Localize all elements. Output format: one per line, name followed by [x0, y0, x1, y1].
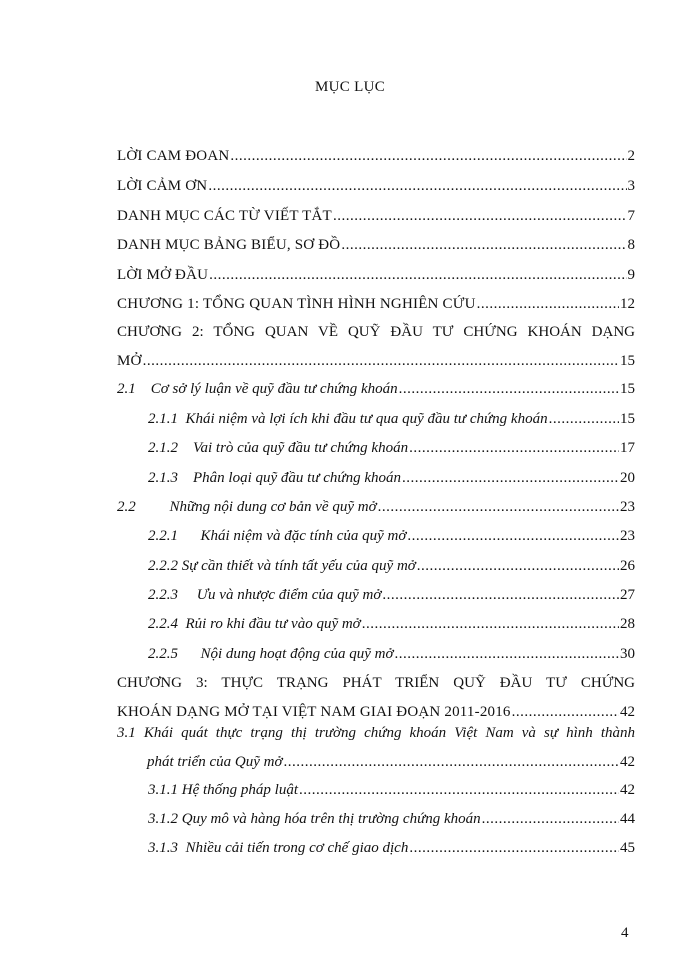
toc-entry-label: 2.1.3 Phân loại quỹ đầu tư chứng khoán	[148, 470, 402, 486]
toc-entry-label: CHƯƠNG 3: THỰC TRẠNG PHÁT TRIỂN QUỸ ĐẦU TƯ CHỨNG	[117, 675, 635, 691]
toc-entry[interactable]	[148, 526, 635, 546]
toc-entry[interactable]	[148, 644, 635, 664]
toc-entry[interactable]	[117, 379, 635, 399]
toc-entry[interactable]	[148, 409, 635, 429]
toc-entry-page: 12	[620, 296, 635, 312]
toc-entry[interactable]	[148, 438, 635, 458]
toc-entry-page: 15	[620, 381, 635, 397]
toc-entry-page: 27	[620, 587, 635, 603]
page-title: MỤC LỤC	[314, 79, 386, 95]
toc-entry[interactable]	[117, 723, 635, 772]
toc-entry[interactable]	[117, 206, 635, 226]
toc-entry[interactable]	[148, 780, 635, 800]
toc-entry[interactable]	[148, 468, 635, 488]
toc-entry[interactable]	[117, 673, 635, 722]
toc-entry-page: 15	[620, 353, 635, 369]
toc-entry-page: 45	[620, 840, 635, 856]
toc-entry-label: 2.2.3 Ưu và nhược điểm của quỹ mở	[148, 587, 382, 603]
toc-entry-page: 17	[620, 440, 635, 456]
toc-entry-page: 9	[627, 267, 635, 283]
toc-entry[interactable]	[117, 235, 635, 255]
toc-entry-page: 42	[620, 782, 635, 798]
toc-entry-label: 2.2.4 Rủi ro khi đầu tư vào quỹ mở	[148, 616, 361, 632]
toc-entry-label: LỜI MỞ ĐẦU	[117, 267, 209, 283]
toc-entry-page: 20	[620, 470, 635, 486]
toc-entry-page: 28	[620, 616, 635, 632]
toc-entry-page: 44	[620, 811, 635, 827]
page-number: 4	[621, 925, 629, 941]
toc-entry[interactable]	[117, 497, 635, 517]
toc-entry-label: CHƯƠNG 2: TỔNG QUAN VỀ QUỸ ĐẦU TƯ CHỨNG KHOÁN DẠNG	[117, 324, 635, 340]
toc-entry-label: 2.2.5 Nội dung hoạt động của quỹ mở	[148, 646, 394, 662]
toc-entry-label: 3.1.3 Nhiều cải tiến trong cơ chế giao dịch	[148, 840, 409, 856]
toc-entry-page: 3	[627, 178, 635, 194]
toc-entry[interactable]	[117, 265, 635, 285]
toc-entry[interactable]	[148, 585, 635, 605]
toc-entry-label: LỜI CẢM ƠN	[117, 178, 208, 194]
toc-entry-page: 23	[620, 528, 635, 544]
toc-entry[interactable]	[117, 146, 635, 166]
toc-entry-label: MỞ	[117, 353, 142, 369]
toc-entry-label: DANH MỤC CÁC TỪ VIẾT TẮT	[117, 208, 332, 224]
toc-entry[interactable]	[148, 556, 635, 576]
toc-entry-page: 7	[627, 208, 635, 224]
toc-entry-label: 3.1.1 Hệ thống pháp luật	[148, 782, 298, 798]
toc-entry-page: 42	[620, 754, 635, 770]
toc-entry-page: 2	[627, 148, 635, 164]
toc-entry-label: 2.1 Cơ sở lý luận về quỹ đầu tư chứng khoán	[117, 381, 398, 397]
toc-entry[interactable]	[148, 838, 635, 858]
toc-entry-page: 42	[620, 704, 635, 720]
toc-entry-label: 2.1.2 Vai trò của quỹ đầu tư chứng khoán	[148, 440, 409, 456]
toc-entry-label: KHOÁN DẠNG MỞ TẠI VIỆT NAM GIAI ĐOẠN 2011-2016	[117, 704, 511, 720]
toc-entry-page: 8	[627, 237, 635, 253]
toc-entry[interactable]	[117, 294, 635, 314]
toc-entry-page: 23	[620, 499, 635, 515]
toc-entry-label: 3.1.2 Quy mô và hàng hóa trên thị trường chứng khoán	[148, 811, 481, 827]
toc-entry-label: 2.2.1 Khái niệm và đặc tính của quỹ mở	[148, 528, 407, 544]
toc-entry-label: DANH MỤC BẢNG BIỂU, SƠ ĐỒ	[117, 237, 341, 253]
toc-entry[interactable]	[148, 614, 635, 634]
toc-entry-label: 3.1 Khái quát thực trạng thị trường chứng khoán Việt Nam và sự hình thành	[117, 725, 635, 741]
toc-entry-label: CHƯƠNG 1: TỔNG QUAN TÌNH HÌNH NGHIÊN CỨU	[117, 296, 476, 312]
toc-entry-label: 2.1.1 Khái niệm và lợi ích khi đầu tư qua quỹ đầu tư chứng khoán	[148, 411, 548, 427]
toc-entry[interactable]	[117, 176, 635, 196]
toc-entry[interactable]	[148, 809, 635, 829]
toc-entry-label: LỜI CAM ĐOAN	[117, 148, 230, 164]
toc-entry-page: 26	[620, 558, 635, 574]
toc-entry-page: 15	[620, 411, 635, 427]
toc-entry-label: phát triển của Quỹ mở	[147, 754, 283, 770]
toc-entry-label: 2.2 Những nội dung cơ bản về quỹ mở	[117, 499, 377, 515]
toc-entry-page: 30	[620, 646, 635, 662]
toc-entry[interactable]	[117, 322, 635, 371]
toc-entry-label: 2.2.2 Sự cần thiết và tính tất yếu của quỹ mở	[148, 558, 416, 574]
